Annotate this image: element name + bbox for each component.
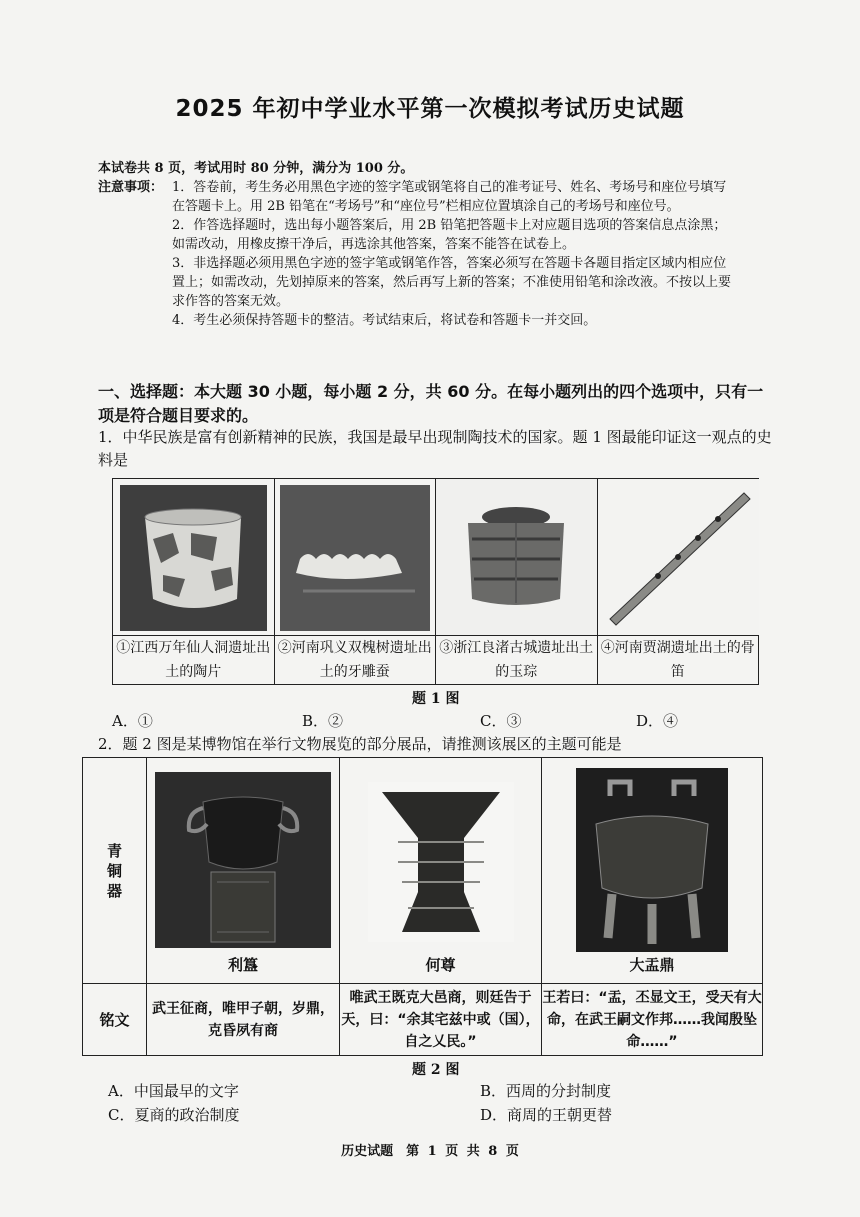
- figure-2-table: [82, 757, 763, 1056]
- q2-option-c[interactable]: C．夏商的政治制度: [108, 1106, 240, 1124]
- figure-1-caption-4: ④河南贾湖遗址出土的骨笛: [597, 636, 759, 685]
- vessel-name-he-zun: 何尊: [425, 956, 456, 974]
- q1-option-b[interactable]: B．②: [302, 712, 344, 730]
- q2-option-b[interactable]: B．西周的分封制度: [480, 1082, 612, 1100]
- he-zun-photo: [368, 782, 514, 942]
- jade-cong-photo: [436, 479, 598, 636]
- figure-2-label: 题 2 图: [412, 1062, 460, 1078]
- exam-intro: 本试卷共 8 页，考试用时 80 分钟，满分为 100 分。: [98, 161, 414, 176]
- bone-flute-photo: [597, 479, 759, 636]
- row-label-bronze: 青铜器: [83, 758, 147, 984]
- q2-option-a[interactable]: A．中国最早的文字: [108, 1082, 239, 1100]
- li-gui-cell: [147, 758, 340, 984]
- question-1-stem: 1．中华民族是富有创新精神的民族，我国是最早出现制陶技术的国家。题 1 图最能印证这一观点的史料是: [98, 428, 772, 469]
- inscription-he-zun: 唯武王既克大邑商，则廷告于天，曰：“余其宅兹中或（国），自之乂民。”: [340, 984, 542, 1056]
- he-zun-cell: [340, 758, 542, 984]
- figure-1-label: 题 1 图: [412, 691, 460, 707]
- note-item: 1．答卷前，考生务必用黑色字迹的签字笔或钢笔将自己的准考证号、姓名、考场号和座位号填写在答题卡上。用 2B 铅笔在“考场号”和“座位号”栏相应位置填涂自己的考场号和座位号。: [172, 180, 727, 214]
- notes-label: 注意事项：: [98, 180, 164, 195]
- da-yu-ding-photo: [576, 768, 728, 952]
- section-heading: 一、选择题：本大题 30 小题，每小题 2 分，共 60 分。在每小题列出的四个选项中，只有一项是符合题目要求的。: [98, 382, 764, 425]
- inscription-li-gui: 武王征商，唯甲子朝，岁鼎，克昏夙有商: [147, 984, 340, 1056]
- vessel-name-li-gui: 利簋: [227, 956, 258, 974]
- li-gui-photo: [155, 772, 331, 948]
- note-item: 3．非选择题必须用黑色字迹的签字笔或钢笔作答，答案必须写在答题卡各题目指定区域内相应位置上；如需改动，先划掉原来的答案，然后再写上新的答案；不准使用铅笔和涂改液。不按以上要求作答的答案无效。: [172, 256, 732, 309]
- page-footer: 历史试题 第 1 页 共 8 页: [341, 1144, 519, 1159]
- page-title: 2025 年初中学业水平第一次模拟考试历史试题: [175, 96, 685, 122]
- row-label-inscription: 铭文: [83, 984, 147, 1056]
- q1-option-c[interactable]: C．③: [480, 712, 522, 730]
- note-item: 4．考生必须保持答题卡的整洁。考试结束后，将试卷和答题卡一并交回。: [172, 313, 597, 328]
- figure-1-caption-1: ①江西万年仙人洞遗址出土的陶片: [113, 636, 275, 685]
- q1-option-d[interactable]: D．④: [636, 712, 679, 730]
- q2-option-d[interactable]: D．商周的王朝更替: [480, 1106, 613, 1124]
- note-item: 2．作答选择题时，选出每小题答案后，用 2B 铅笔把答题卡上对应题目选项的答案信息点涂黑；如需改动，用橡皮擦干净后，再选涂其他答案，答案不能答在试卷上。: [172, 218, 727, 252]
- figure-1-table: [112, 478, 759, 685]
- question-2-stem: 2．题 2 图是某博物馆在举行文物展览的部分展品，请推测该展区的主题可能是: [98, 735, 622, 753]
- da-yu-ding-cell: [542, 758, 763, 984]
- ivory-silkworm-photo: [274, 479, 436, 636]
- inscription-da-yu-ding: 王若曰：“盂，丕显文王，受天有大命，在武王嗣文作邦……我闻殷坠命……”: [542, 984, 763, 1056]
- figure-1-caption-2: ②河南巩义双槐树遗址出土的牙雕蚕: [274, 636, 436, 685]
- q1-option-a[interactable]: A．①: [112, 712, 153, 730]
- pottery-shard-photo: [113, 479, 275, 636]
- vessel-name-da-yu-ding: 大盂鼎: [629, 956, 675, 974]
- figure-1-caption-3: ③浙江良渚古城遗址出土的玉琮: [436, 636, 598, 685]
